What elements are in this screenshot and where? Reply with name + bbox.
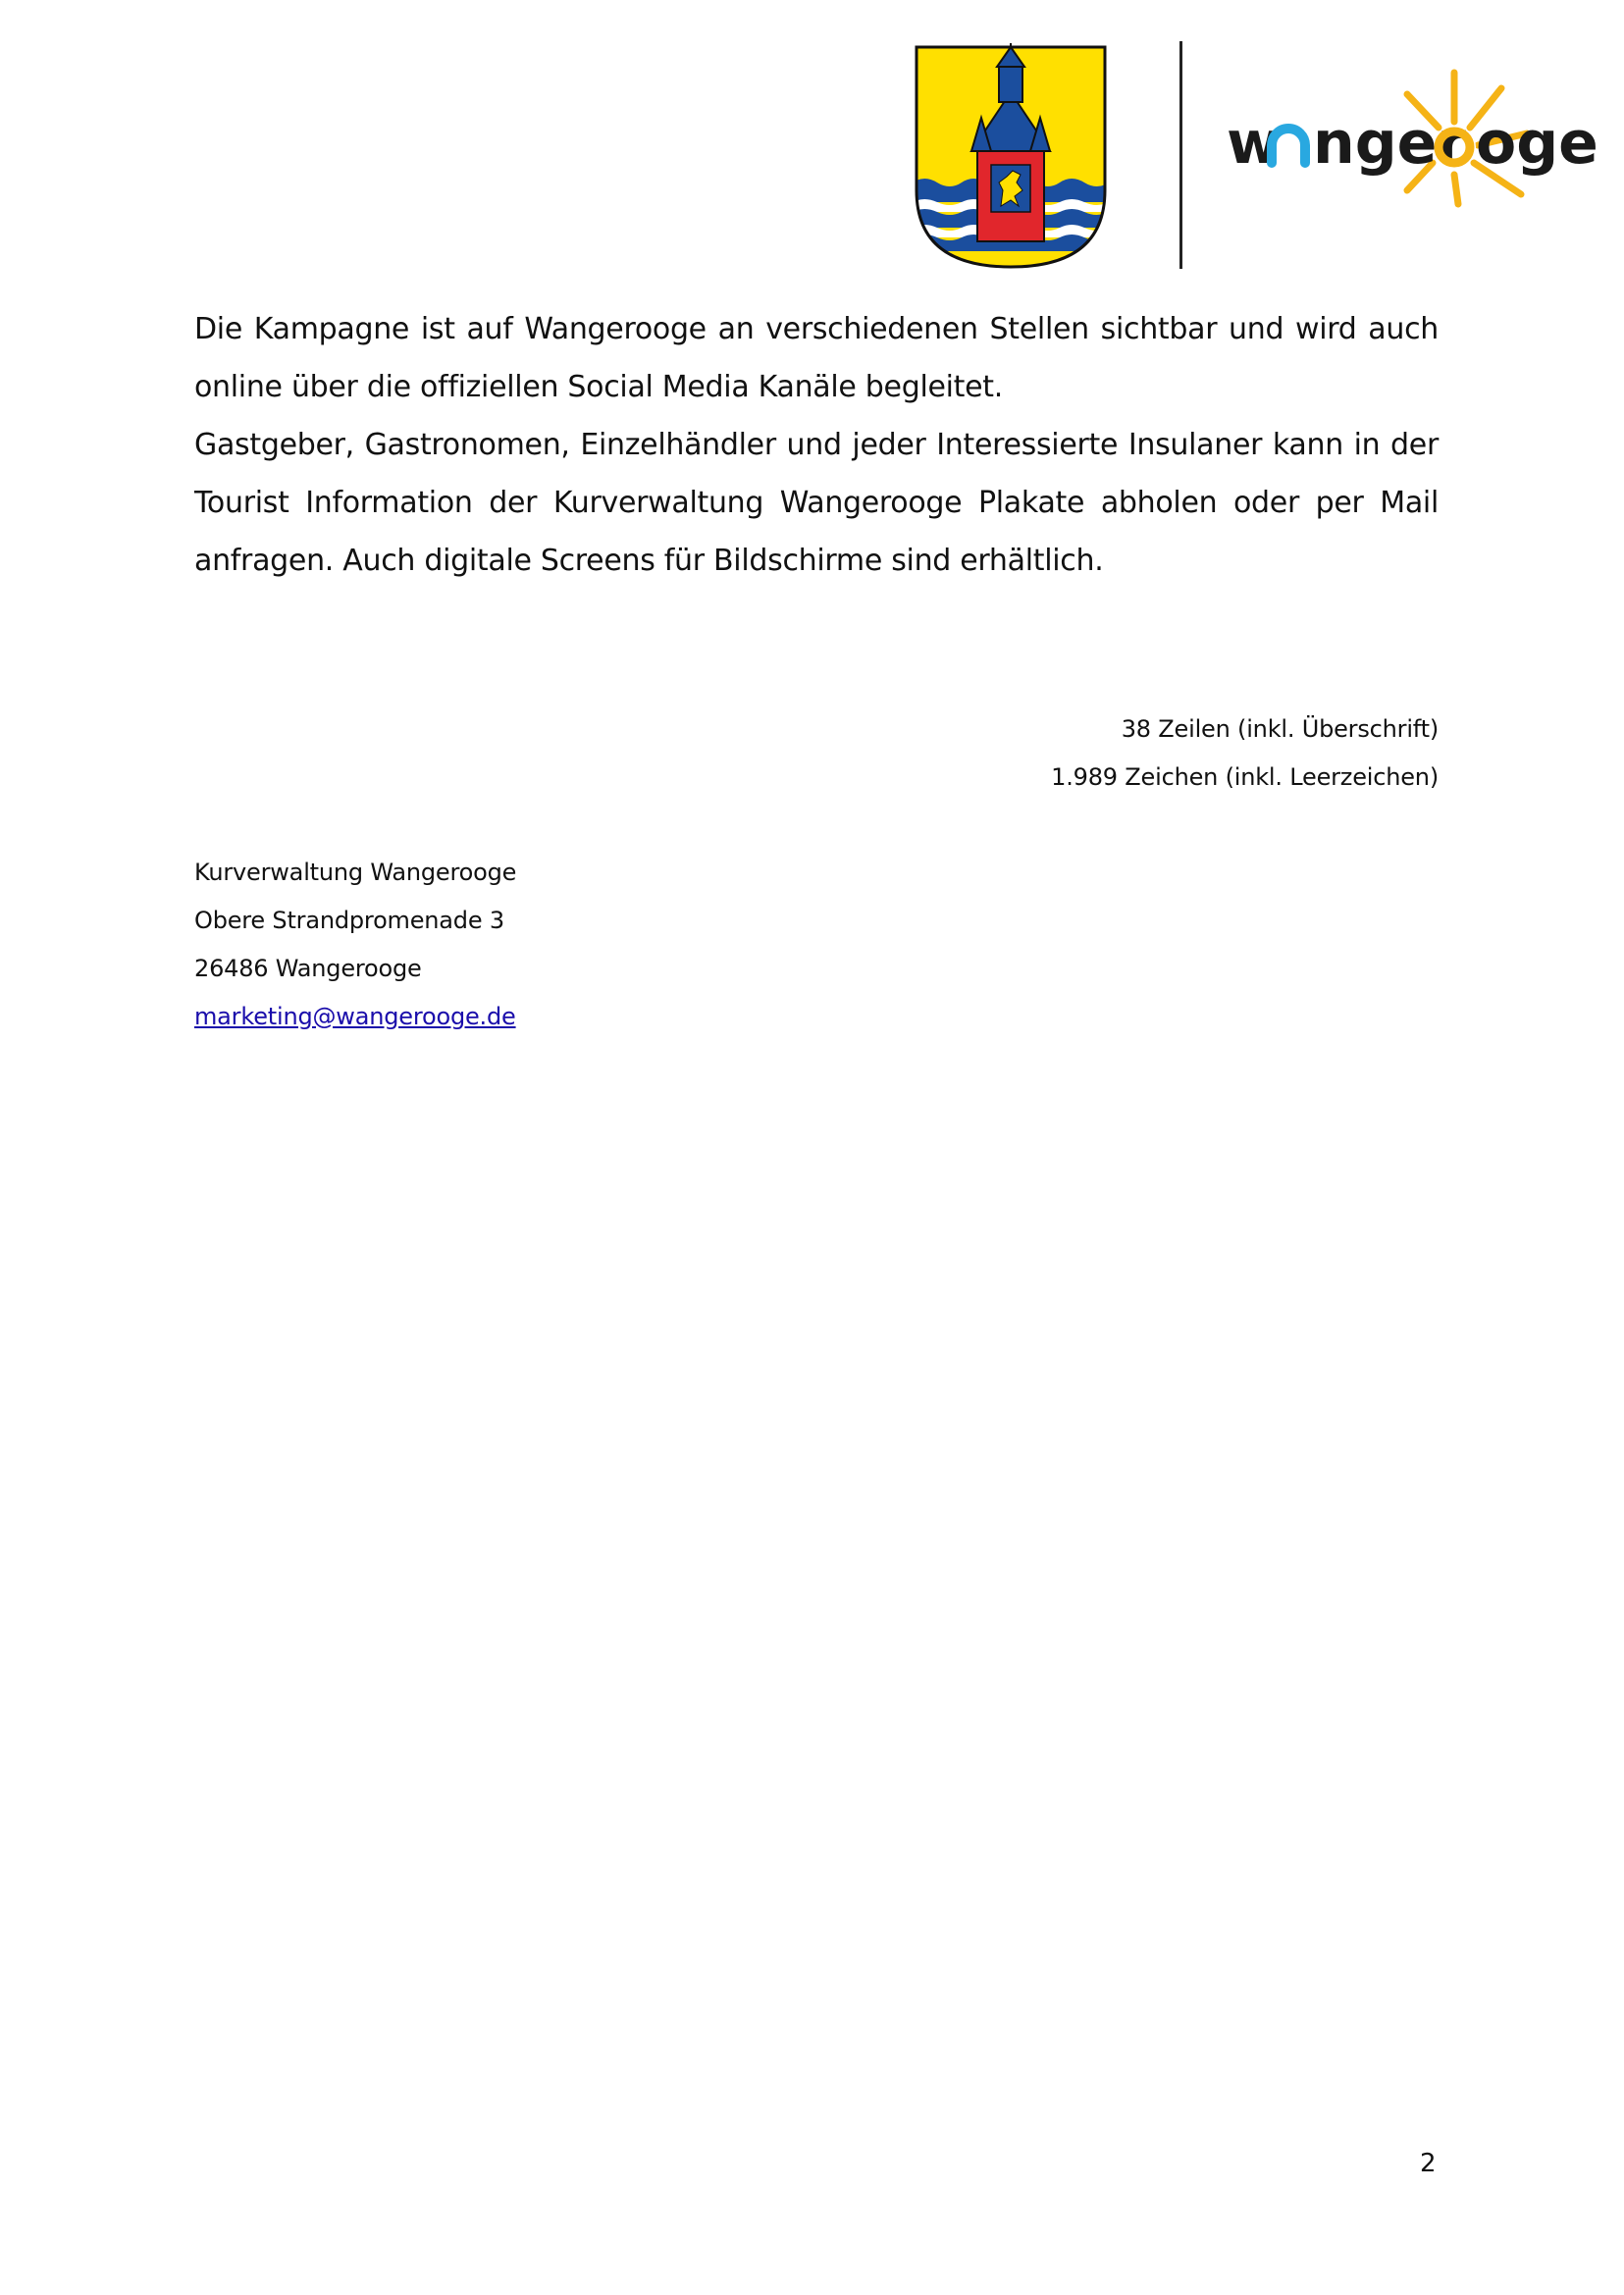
header-divider bbox=[1179, 41, 1182, 269]
contact-street: Obere Strandpromenade 3 bbox=[194, 907, 504, 934]
page-number: 2 bbox=[1420, 2149, 1437, 2178]
svg-text:oge: oge bbox=[1476, 109, 1598, 178]
body-paragraph-2 bbox=[194, 416, 1439, 590]
coat-of-arms-icon bbox=[913, 43, 1109, 271]
body-paragraph-1 bbox=[194, 300, 1439, 416]
svg-text:nger: nger bbox=[1313, 109, 1466, 178]
character-count: 1.989 Zeichen (inkl. Leerzeichen) bbox=[1051, 763, 1439, 791]
svg-text:w: w bbox=[1227, 109, 1282, 178]
contact-city: 26486 Wangerooge bbox=[194, 955, 422, 982]
line-count: 38 Zeilen (inkl. Überschrift) bbox=[1121, 715, 1439, 743]
paragraph-2-text: Gastgeber, Gastronomen, Einzelhändler und jeder Interessierte Insulaner kann in der Tourist Information der Kurverwaltung Wangerooge Plakate abholen oder per Mail anfragen. Auch digitale Screens für Bildschirme sind erhältlich. bbox=[194, 428, 1439, 578]
contact-email-link[interactable]: marketing@wangerooge.de bbox=[194, 1003, 516, 1030]
wangerooge-logo bbox=[1227, 65, 1599, 212]
paragraph-1-text: Die Kampagne ist auf Wangerooge an verschiedenen Stellen sichtbar und wird auch online über die offiziellen Social Media Kanäle begleitet. bbox=[194, 312, 1439, 404]
contact-organization: Kurverwaltung Wangerooge bbox=[194, 859, 517, 886]
